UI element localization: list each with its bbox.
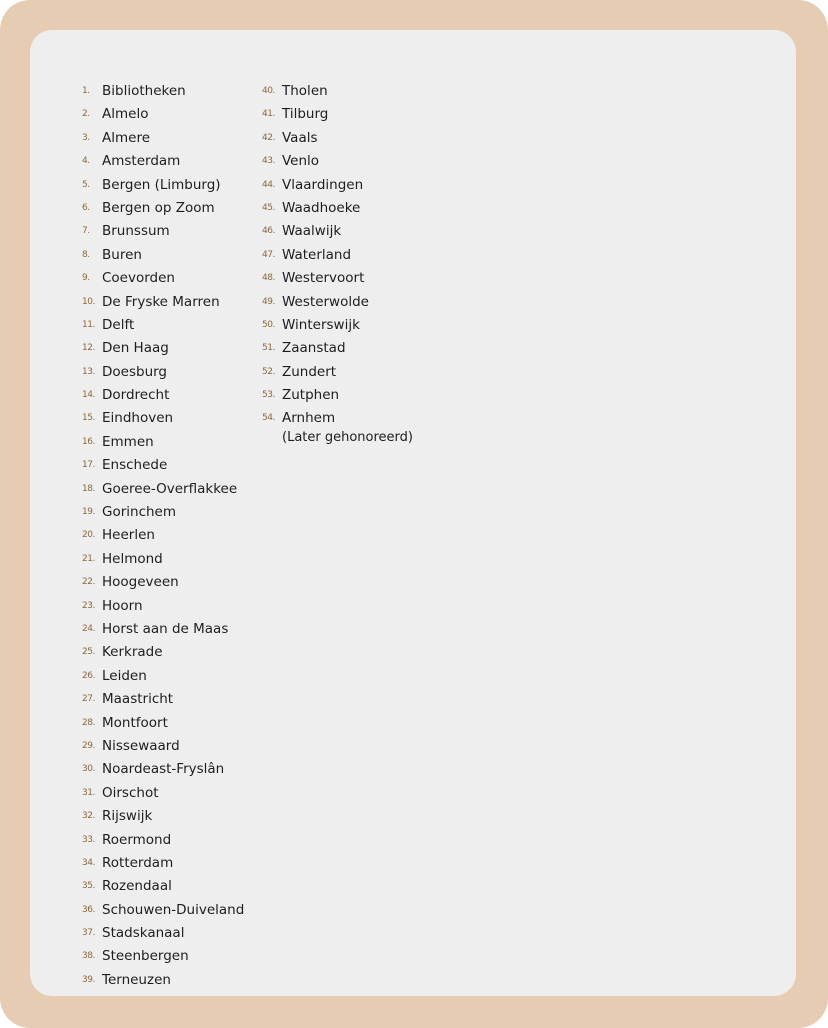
list-item-number: 49.	[262, 296, 275, 307]
list-column-2	[262, 80, 413, 445]
list-item	[82, 571, 244, 594]
list-item-name: Bergen (Limburg)	[102, 176, 221, 193]
list-item-number: 53.	[262, 390, 275, 401]
list-item	[262, 80, 413, 103]
list-item-number: 27.	[82, 694, 95, 705]
list-item-number: 35.	[82, 881, 95, 892]
list-item-name: Emmen	[102, 433, 154, 450]
list-item-name: Tilburg	[282, 106, 329, 123]
list-item	[262, 197, 413, 220]
list-item-number: 13.	[82, 366, 95, 377]
list-item-number: 50.	[262, 319, 275, 330]
list-item-number: 31.	[82, 787, 95, 798]
list-item	[82, 244, 244, 267]
list-item-number: 9.	[82, 273, 90, 284]
list-item-name: Waterland	[282, 246, 352, 263]
list-item	[82, 384, 244, 407]
list-item	[82, 665, 244, 688]
list-item	[262, 291, 413, 314]
list-item	[262, 244, 413, 267]
list-item-number: 43.	[262, 156, 275, 167]
list-item-number: 4.	[82, 156, 90, 167]
list-item-name: Hoorn	[102, 597, 143, 614]
list-item-name: Stadskanaal	[102, 925, 185, 942]
list-item-number: 47.	[262, 249, 275, 260]
list-item	[82, 150, 244, 173]
list-item-name: Zutphen	[282, 387, 340, 404]
list-item-name: Gorinchem	[102, 504, 177, 521]
list-item-name: Doesburg	[102, 363, 168, 380]
list-item-number: 21.	[82, 553, 95, 564]
list-item-name: Bibliotheken	[102, 83, 186, 99]
list-item-name: Oirschot	[102, 784, 159, 801]
list-item-name: Rotterdam	[102, 854, 174, 871]
list-item-number: 37.	[82, 928, 95, 939]
list-item-number: 45.	[262, 202, 275, 213]
list-item	[82, 735, 244, 758]
list-item	[262, 337, 413, 360]
list-item-number: 24.	[82, 623, 95, 634]
list-item-name: Westervoort	[282, 270, 365, 287]
list-item-name: Waadhoeke	[282, 199, 361, 216]
list-item	[262, 127, 413, 150]
list-item-number: 1.	[82, 86, 90, 96]
list-item-name: Leiden	[102, 667, 147, 684]
list-item-number: 38.	[82, 951, 95, 962]
list-item-name: Terneuzen	[102, 971, 171, 988]
list-item	[82, 688, 244, 711]
list-item-name: Schouwen-Duiveland	[102, 901, 245, 918]
list-item	[82, 945, 244, 968]
list-item-name: Zundert	[282, 363, 337, 380]
list-item-number: 30.	[82, 764, 95, 775]
list-item-number: 41.	[262, 109, 275, 120]
list-item-number: 29.	[82, 740, 95, 751]
list-item-name: Rijswijk	[102, 808, 153, 825]
list-item-number: 48.	[262, 273, 275, 284]
list-item	[82, 361, 244, 384]
list-item-number: 5.	[82, 179, 90, 190]
list-item-number: 19.	[82, 507, 95, 518]
list-item-name: Almere	[102, 129, 151, 146]
list-item	[82, 174, 244, 197]
list-item	[262, 407, 413, 445]
list-item-name: Heerlen	[102, 527, 155, 544]
list-item-name: Amsterdam	[102, 153, 181, 170]
list-item-name: Nissewaard	[102, 737, 180, 754]
list-item-name: Arnhem	[282, 410, 336, 427]
list-item-name: Rozendaal	[102, 878, 172, 895]
list-item-note: (Later gehonoreerd)	[282, 429, 413, 445]
list-item-name: Maastricht	[102, 691, 174, 708]
list-item-name: Enschede	[102, 457, 168, 474]
list-item-number: 10.	[82, 296, 95, 307]
list-item-number: 51.	[262, 343, 275, 354]
list-item	[82, 758, 244, 781]
list-item-number: 18.	[82, 483, 95, 494]
list-item-number: 17.	[82, 460, 95, 471]
list-item	[82, 80, 244, 103]
list-item-name: Winterswijk	[282, 316, 360, 333]
list-item-number: 22.	[82, 577, 95, 588]
list-item	[82, 805, 244, 828]
list-item-number: 32.	[82, 811, 95, 822]
list-item	[82, 267, 244, 290]
list-item	[82, 899, 244, 922]
list-item-number: 46.	[262, 226, 275, 237]
list-item-number: 44.	[262, 179, 275, 190]
list-item-name: Bergen op Zoom	[102, 199, 215, 216]
list-item-number: 7.	[82, 226, 90, 237]
list-item-number: 15.	[82, 413, 95, 424]
list-item-number: 23.	[82, 600, 95, 611]
list-item-number: 14.	[82, 390, 95, 401]
list-item-number: 2.	[82, 109, 90, 120]
list-item-number: 54.	[262, 413, 275, 424]
list-item-name: Horst aan de Maas	[102, 620, 229, 637]
list-item-name: Coevorden	[102, 270, 175, 287]
list-item-number: 36.	[82, 904, 95, 915]
list-item-number: 6.	[82, 202, 90, 213]
list-item-name: Montfoort	[102, 714, 168, 731]
list-item	[262, 174, 413, 197]
list-column-1	[82, 80, 244, 992]
list-item-number: 20.	[82, 530, 95, 541]
list-item	[82, 875, 244, 898]
list-item-number: 12.	[82, 343, 95, 354]
list-item-name: Almelo	[102, 106, 149, 123]
list-item	[82, 548, 244, 571]
list-item	[262, 220, 413, 243]
list-item-name: Kerkrade	[102, 644, 163, 661]
list-item-number: 8.	[82, 249, 90, 260]
list-item-name: Waalwijk	[282, 223, 342, 240]
list-item-number: 39.	[82, 974, 95, 985]
list-item-name: Goeree-Overflakkee	[102, 480, 238, 497]
list-item	[82, 829, 244, 852]
list-card	[30, 30, 796, 996]
list-item	[262, 361, 413, 384]
list-item-number: 16.	[82, 436, 95, 447]
list-item	[262, 314, 413, 337]
list-item-number: 11.	[82, 319, 95, 330]
list-item	[262, 103, 413, 126]
list-item-number: 28.	[82, 717, 95, 728]
list-item-name: Roermond	[102, 831, 172, 848]
list-item	[82, 431, 244, 454]
list-item-number: 3.	[82, 132, 90, 143]
list-item	[262, 150, 413, 173]
list-item	[82, 103, 244, 126]
list-item	[82, 712, 244, 735]
list-item-name: Venlo	[282, 153, 320, 170]
list-item	[82, 197, 244, 220]
list-item	[82, 782, 244, 805]
list-item	[82, 337, 244, 360]
list-item-name: Eindhoven	[102, 410, 174, 427]
list-item-name: Den Haag	[102, 340, 169, 357]
list-item	[262, 267, 413, 290]
list-item-name: Buren	[102, 246, 142, 263]
list-item-number: 40.	[262, 86, 275, 96]
list-item-name: Tholen	[282, 83, 328, 99]
list-item-name: Vaals	[282, 129, 318, 146]
list-item	[82, 127, 244, 150]
list-item	[82, 454, 244, 477]
list-item	[82, 220, 244, 243]
list-item-number: 33.	[82, 834, 95, 845]
list-item-name: Brunssum	[102, 223, 170, 240]
list-item-number: 34.	[82, 857, 95, 868]
list-item	[82, 314, 244, 337]
list-item-name: Dordrecht	[102, 387, 170, 404]
list-item-name: De Fryske Marren	[102, 293, 220, 310]
list-item-name: Noardeast-Fryslân	[102, 761, 225, 778]
list-item	[82, 852, 244, 875]
list-item	[82, 969, 244, 992]
list-item-number: 26.	[82, 670, 95, 681]
list-item	[82, 501, 244, 524]
list-item	[82, 524, 244, 547]
list-item-name: Helmond	[102, 550, 163, 567]
list-item-number: 52.	[262, 366, 275, 377]
list-item-name: Westerwolde	[282, 293, 369, 310]
list-item	[82, 291, 244, 314]
list-item-name: Zaanstad	[282, 340, 346, 357]
list-item	[82, 595, 244, 618]
list-item	[82, 407, 244, 430]
list-item-name: Delft	[102, 316, 135, 333]
list-item-name: Vlaardingen	[282, 176, 364, 193]
list-item-name: Hoogeveen	[102, 574, 179, 591]
list-item	[82, 922, 244, 945]
list-item-number: 42.	[262, 132, 275, 143]
list-item-name: Steenbergen	[102, 948, 189, 965]
list-item	[262, 384, 413, 407]
list-item	[82, 478, 244, 501]
list-item	[82, 618, 244, 641]
list-item-number: 25.	[82, 647, 95, 658]
list-item	[82, 641, 244, 664]
